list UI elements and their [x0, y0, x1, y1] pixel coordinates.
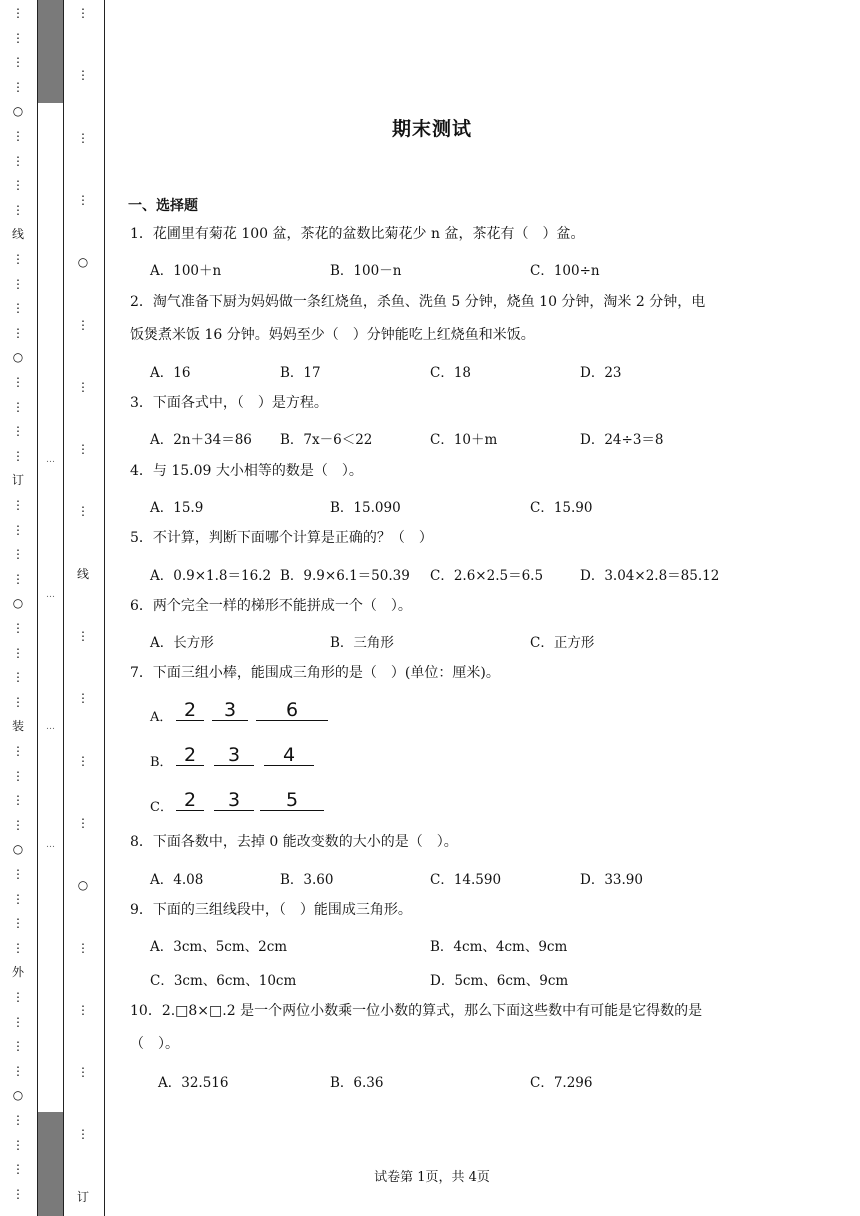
strip-mark: … [46, 840, 55, 850]
binding-dots-icon: ⋮ [12, 399, 24, 414]
question-10-cont: （ ）。 [130, 1036, 179, 1052]
option: A．2n＋34＝86 [150, 432, 252, 448]
option: C．15.90 [530, 500, 593, 516]
question-2-cont: 饭煲煮米饭 16 分钟。妈妈至少（ ）分钟能吃上红烧鱼和米饭。 [130, 327, 535, 343]
stick: 5 [260, 790, 324, 811]
binding-dots-icon: ⋮ [12, 621, 24, 635]
binding-label: 外 [11, 965, 24, 980]
binding-dots-icon: ⋮ [12, 1186, 24, 1201]
stick: 3 [214, 745, 254, 766]
option: D．24÷3＝8 [580, 432, 664, 448]
binding-dots-icon: ⋮ [12, 202, 24, 217]
stick: 2 [176, 745, 204, 766]
gray-binding-strip [37, 0, 64, 1216]
binding-dots-icon: ⋮ [12, 1162, 24, 1177]
option: C．7.296 [530, 1075, 593, 1091]
binding-dots-icon: ⋮ [12, 178, 24, 193]
binding-dots-icon: ⋮ [77, 379, 89, 394]
binding-label: 订 [76, 1189, 89, 1204]
question-6: 6．两个完全一样的梯形不能拼成一个（ ）。 [130, 598, 412, 614]
binding-dots-icon: ⋮ [12, 916, 24, 931]
binding-dots-icon: ⋮ [12, 252, 24, 266]
stick: 3 [214, 790, 254, 811]
option: B．100－n [330, 263, 402, 279]
gray-block-bottom [38, 1112, 63, 1216]
binding-label: 装 [11, 719, 24, 734]
option: D．5cm、6cm、9cm [430, 973, 569, 989]
stick: 2 [176, 790, 204, 811]
question-3: 3．下面各式中，（ ）是方程。 [130, 395, 328, 411]
binding-dots-icon: ⋮ [12, 1014, 24, 1029]
question-7: 7．下面三组小棒，能围成三角形的是（ ）(单位：厘米)。 [130, 665, 500, 681]
option: B．三角形 [330, 635, 394, 651]
option: B．9.9×6.1＝50.39 [280, 568, 410, 584]
binding-dots-icon: ⋮ [12, 325, 24, 340]
binding-dots-icon: ⋮ [77, 629, 89, 643]
binding-dots-icon: ⋮ [77, 1002, 89, 1017]
stick: 3 [212, 700, 248, 721]
question-4: 4．与 15.09 大小相等的数是（ ）。 [130, 463, 363, 479]
option: C．14.590 [430, 872, 502, 888]
binding-label: 线 [11, 227, 24, 242]
binding-circle-icon: ○ [12, 596, 24, 611]
binding-dots-icon: ⋮ [77, 504, 89, 519]
binding-dots-icon: ⋮ [12, 867, 24, 881]
binding-label: 订 [11, 473, 24, 488]
binding-dots-icon: ⋮ [12, 670, 24, 685]
binding-dots-icon: ⋮ [77, 68, 89, 83]
binding-dots-icon: ⋮ [12, 571, 24, 586]
binding-dots-icon: ⋮ [77, 1127, 89, 1142]
option: C．100÷n [530, 263, 600, 279]
stick: 4 [264, 745, 314, 766]
exam-page [104, 0, 860, 1216]
page-footer: 试卷第 1页，共 4页 [374, 1170, 490, 1185]
inner-margin-column [62, 0, 105, 1216]
option: A．3cm、5cm、2cm [150, 939, 288, 955]
binding-dots-icon: ⋮ [77, 130, 89, 145]
binding-dots-icon: ⋮ [12, 940, 24, 955]
binding-dots-icon: ⋮ [77, 442, 89, 457]
stick: 2 [176, 700, 204, 721]
binding-dots-icon: ⋮ [12, 990, 24, 1004]
binding-dots-icon: ⋮ [12, 79, 24, 94]
binding-dots-icon: ⋮ [12, 375, 24, 389]
question-2: 2．淘气准备下厨为妈妈做一条红烧鱼，杀鱼、洗鱼 5 分钟，烧鱼 10 分钟，淘米 2 分钟，电 [130, 294, 706, 310]
binding-dots-icon: ⋮ [77, 753, 89, 768]
binding-dots-icon: ⋮ [12, 276, 24, 291]
binding-dots-icon: ⋮ [12, 1063, 24, 1078]
binding-dots-icon: ⋮ [12, 891, 24, 906]
binding-dots-icon: ⋮ [77, 6, 89, 20]
strip-mark: … [46, 590, 55, 600]
stick-label: C． [150, 800, 173, 815]
binding-dots-icon: ⋮ [12, 522, 24, 537]
binding-dots-icon: ⋮ [77, 317, 89, 332]
question-8: 8．下面各数中，去掉 0 能改变数的大小的是（ ）。 [130, 834, 458, 850]
binding-circle-icon: ○ [77, 255, 89, 270]
option: A．15.9 [150, 500, 204, 516]
binding-dots-icon: ⋮ [12, 301, 24, 316]
option: A．4.08 [150, 872, 204, 888]
binding-dots-icon: ⋮ [12, 645, 24, 660]
binding-dots-icon: ⋮ [12, 744, 24, 758]
stick-label: A． [150, 710, 173, 725]
binding-dots-icon: ⋮ [12, 1039, 24, 1054]
option: A．32.516 [158, 1075, 229, 1091]
outer-margin-column [0, 0, 36, 1216]
question-1: 1．花圃里有菊花 100 盆，茶花的盆数比菊花少 n 盆，茶花有（ ）盆。 [130, 226, 585, 242]
option: B．3.60 [280, 872, 334, 888]
binding-dots-icon: ⋮ [12, 424, 24, 439]
option: B．17 [280, 365, 321, 381]
binding-dots-icon: ⋮ [77, 192, 89, 207]
binding-dots-icon: ⋮ [12, 768, 24, 783]
option: A．16 [150, 365, 191, 381]
binding-dots-icon: ⋮ [12, 55, 24, 70]
option: B．6.36 [330, 1075, 384, 1091]
binding-circle-icon: ○ [12, 842, 24, 857]
binding-circle-icon: ○ [12, 350, 24, 365]
binding-circle-icon: ○ [12, 1088, 24, 1103]
binding-dots-icon: ⋮ [12, 547, 24, 562]
binding-dots-icon: ⋮ [12, 30, 24, 45]
option: B．15.090 [330, 500, 401, 516]
option: C．18 [430, 365, 472, 381]
binding-circle-icon: ○ [77, 878, 89, 893]
binding-dots-icon: ⋮ [12, 817, 24, 832]
binding-margin [0, 0, 104, 1216]
binding-dots-icon: ⋮ [77, 815, 89, 830]
strip-mark: … [46, 722, 55, 732]
option: B．4cm、4cm、9cm [430, 939, 568, 955]
question-10: 10．2.□8×□.2 是一个两位小数乘一位小数的算式，那么下面这些数中有可能是它得数的是 [130, 1003, 703, 1019]
option: B．7x－6＜22 [280, 432, 373, 448]
stick-label: B． [150, 755, 173, 770]
binding-dots-icon: ⋮ [12, 129, 24, 143]
binding-label: 线 [76, 566, 89, 581]
option: C．3cm、6cm、10cm [150, 973, 297, 989]
option: D．23 [580, 365, 622, 381]
binding-dots-icon: ⋮ [12, 153, 24, 168]
binding-dots-icon: ⋮ [12, 6, 24, 20]
binding-dots-icon: ⋮ [12, 448, 24, 463]
option: D．3.04×2.8＝85.12 [580, 568, 720, 584]
strip-mark: … [46, 455, 55, 465]
binding-dots-icon: ⋮ [12, 1113, 24, 1127]
gray-block-top [38, 0, 63, 103]
binding-dots-icon: ⋮ [77, 940, 89, 955]
section-heading: 一、选择题 [128, 198, 198, 214]
question-5: 5．不计算，判断下面哪个计算是正确的？（ ） [130, 530, 433, 546]
binding-dots-icon: ⋮ [77, 691, 89, 706]
option: A．长方形 [150, 635, 214, 651]
option: C．10＋m [430, 432, 498, 448]
binding-dots-icon: ⋮ [12, 498, 24, 512]
stick: 6 [256, 700, 328, 721]
binding-circle-icon: ○ [12, 104, 24, 119]
binding-dots-icon: ⋮ [12, 694, 24, 709]
binding-dots-icon: ⋮ [12, 793, 24, 808]
option: C．正方形 [530, 635, 595, 651]
page-title: 期末测试 [391, 118, 472, 140]
option: C．2.6×2.5＝6.5 [430, 568, 544, 584]
option: D．33.90 [580, 872, 643, 888]
question-9: 9．下面的三组线段中，（ ）能围成三角形。 [130, 902, 412, 918]
binding-dots-icon: ⋮ [12, 1137, 24, 1152]
option: A．100＋n [150, 263, 222, 279]
binding-dots-icon: ⋮ [77, 1065, 89, 1080]
option: A．0.9×1.8＝16.2 [150, 568, 272, 584]
